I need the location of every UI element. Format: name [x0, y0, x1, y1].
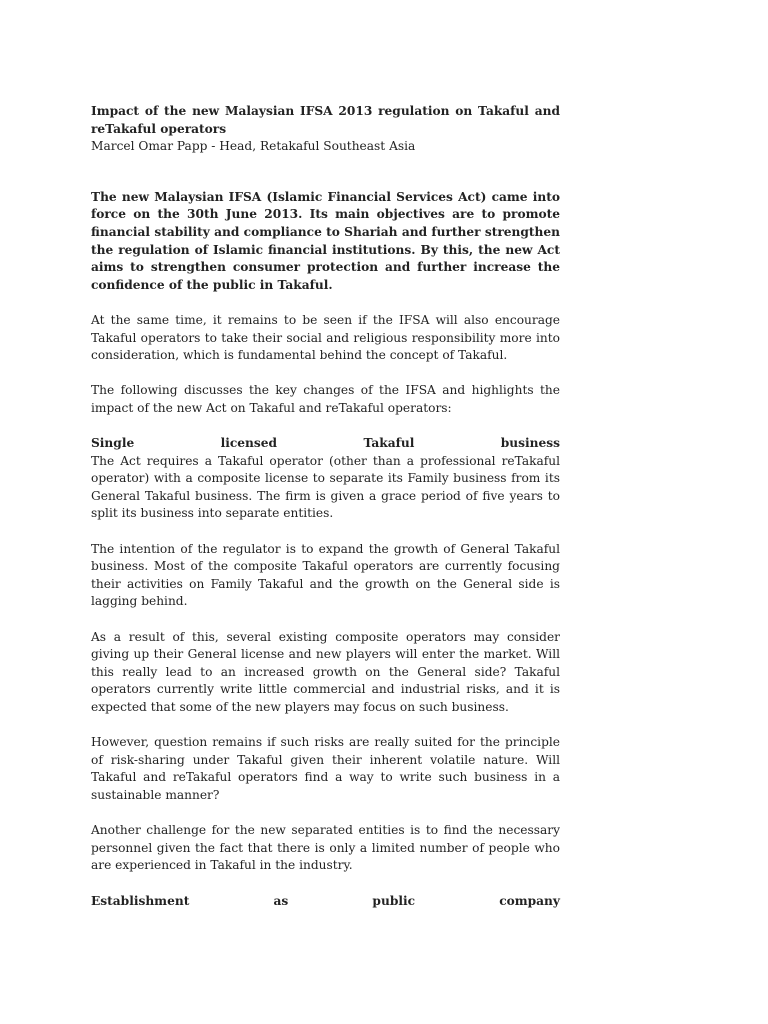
body-paragraph-2: The following discusses the key changes of the IFSA and highlights the impact of the new Act on Takaful and reTakaful operators:: [91, 383, 560, 415]
section-1-paragraph-2: The intention of the regulator is to expand the growth of General Takaful business. Most of the composite Takaful operators are currently focusing their activities on Family Takaful and the growth on the General side is lagging behind.: [91, 541, 560, 609]
section-1-paragraph-3: As a result of this, several existing composite operators may consider giving up their General license and new players will enter the market. Will this really lead to an increased growth on the General side? Takaful operators currently write little commercial and industrial risks, and it is expected that some of the new players may focus on such business.: [91, 629, 560, 714]
section-1-paragraph-1: The Act requires a Takaful operator (other than a professional reTakaful operator) with a composite license to separate its Family business from its General Takaful business. The firm is given a grace period of five years to split its business into separate entities.: [91, 453, 560, 521]
section-1: [91, 435, 560, 523]
section-1-paragraph-4: However, question remains if such risks are really suited for the principle of risk-sharing under Takaful given their inherent volatile nature. Will Takaful and reTakaful operators find a way to write such business in a sustainable manner?: [91, 735, 560, 802]
body-paragraph-1: At the same time, it remains to be seen if the IFSA will also encourage Takaful operators to take their social and religious responsibility more into consideration, which is fundamental behind the concept of Takaful.: [91, 312, 560, 363]
article-title: Impact of the new Malaysian IFSA 2013 regulation on Takaful and reTakaful operators: [91, 104, 560, 136]
section-heading-public-company: Establishment as public company: [91, 893, 560, 908]
section-heading-single-licensed: Single licensed Takaful business: [91, 436, 560, 451]
article-author: Marcel Omar Papp - Head, Retakaful Southeast Asia: [91, 139, 416, 154]
section-1-paragraph-5: Another challenge for the new separated entities is to find the necessary personnel given the fact that there is only a limited number of people who are experienced in Takaful in the industry.: [91, 823, 560, 873]
lead-paragraph: The new Malaysian IFSA (Islamic Financial Services Act) came into force on the 30th June 2013. Its main objectives are to promote financial stability and compliance to Shariah and further strengthen the regulation of Islamic financial institutions. By this, the new Act aims to strengthen consumer protection and further increase the confidence of the public in Takaful.: [91, 189, 560, 292]
